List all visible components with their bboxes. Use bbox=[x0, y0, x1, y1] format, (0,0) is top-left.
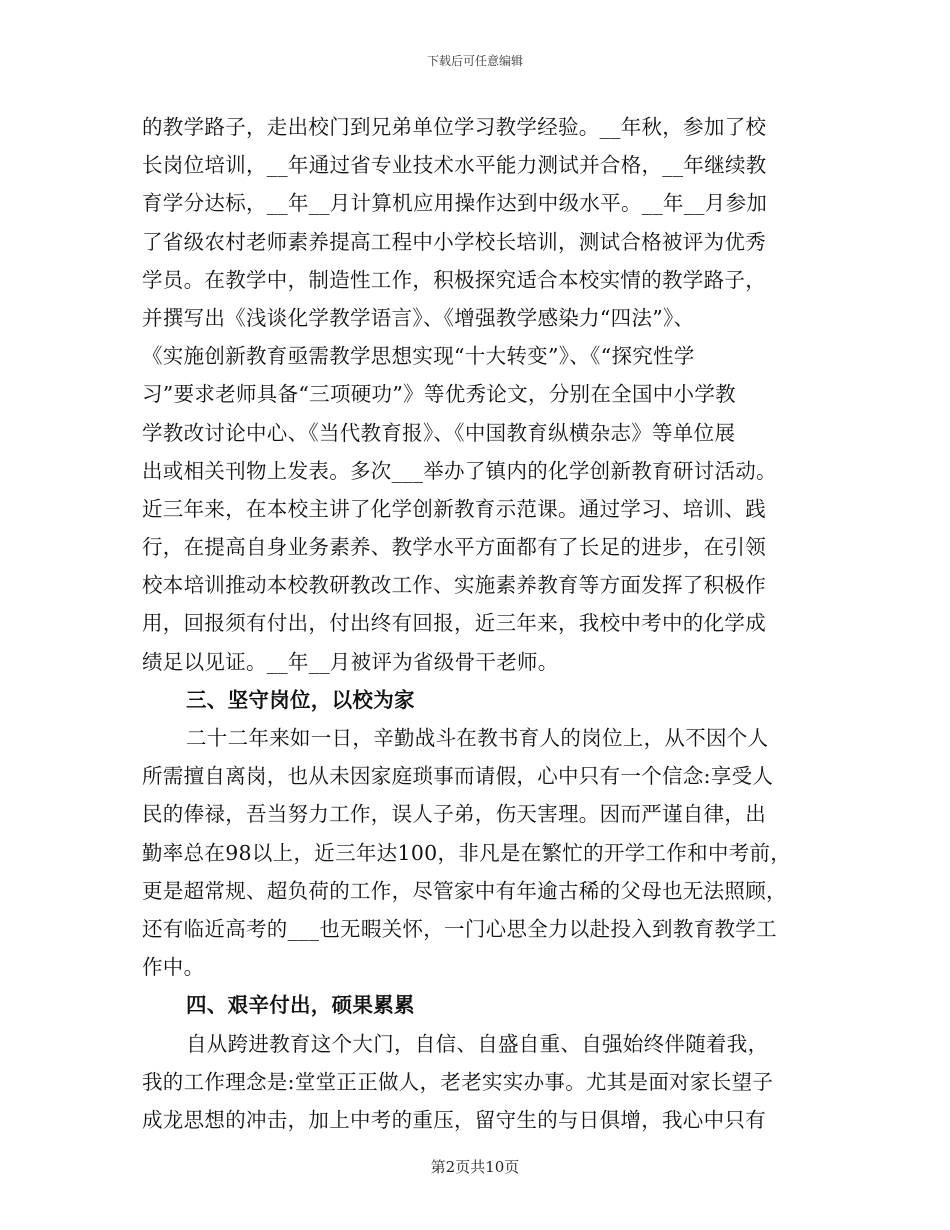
body-line: 还有临近高考的___也无暇关怀，一门心思全力以赴投入到教育教学工 bbox=[142, 916, 777, 941]
body-line: 二十二年来如一日，辛勤战斗在教书育人的岗位上，从不因个人 bbox=[186, 726, 769, 750]
body-line: 并撰写出《浅谈化学教学语言》、《增强教学感染力“四法”》、 bbox=[142, 305, 695, 330]
body-line: 自从跨进教育这个大门，自信、自盛自重、自强始终伴随着我， bbox=[186, 1031, 769, 1056]
body-line: 习”要求老师具备“三项硬功”》等优秀论文，分别在全国中小学教 bbox=[142, 382, 736, 407]
body-line: 近三年来，在本校主讲了化学创新教育示范课。通过学习、培训、践 bbox=[142, 496, 766, 521]
section-heading-3: 三、坚守岗位，以校为家 bbox=[186, 687, 415, 712]
body-line: 育学分达标，__年__月计算机应用操作达到中级水平。__年__月参加 bbox=[142, 191, 768, 216]
body-line: 《实施创新教育亟需教学思想实现“十大转变”》、《“探究性学 bbox=[142, 344, 695, 369]
body-line: 的教学路子，走出校门到兄弟单位学习教学经验。__年秋，参加了校 bbox=[142, 115, 767, 139]
body-line: 更是超常规、超负荷的工作，尽管家中有年逾古稀的父母也无法照顾， bbox=[142, 878, 787, 903]
page-header: 下载后可任意编辑 bbox=[426, 54, 523, 68]
body-line: 我的工作理念是:堂堂正正做人，老老实实办事。尤其是面对家长望子 bbox=[142, 1069, 774, 1094]
body-line: 长岗位培训，__年通过省专业技术水平能力测试并合格，__年继续教 bbox=[142, 153, 767, 178]
body-line: 作中。 bbox=[142, 955, 205, 980]
section-heading-4: 四、艰辛付出，硕果累累 bbox=[186, 993, 415, 1018]
body-line: 出或相关刊物上发表。多次___举办了镇内的化学创新教育研讨活动。 bbox=[142, 458, 777, 483]
body-line: 民的俸禄，吾当努力工作，误人子弟，伤天害理。因而严谨自律，出 bbox=[142, 802, 766, 827]
body-line: 了省级农村老师素养提高工程中小学校长培训，测试合格被评为优秀 bbox=[142, 229, 766, 254]
body-line: 校本培训推动本校教研教改工作、实施素养教育等方面发挥了积极作 bbox=[142, 573, 766, 598]
document-body bbox=[142, 108, 812, 1139]
body-line: 成龙思想的冲击，加上中考的重压，留守生的与日俱增，我心中只有 bbox=[142, 1107, 766, 1132]
body-line: 学员。在教学中，制造性工作，积极探究适合本校实情的教学路子， bbox=[142, 267, 766, 292]
body-line: 勤率总在98以上，近三年达100，非凡是在繁忙的开学工作和中考前， bbox=[142, 840, 792, 865]
body-line: 学教改讨论中心、《当代教育报》、《中国教育纵横杂志》等单位展 bbox=[142, 420, 736, 445]
body-line: 绩足以见证。__年__月被评为省级骨干老师。 bbox=[142, 649, 559, 674]
body-line: 所需擅自离岗，也从未因家庭琐事而请假，心中只有一个信念:享受人 bbox=[142, 764, 774, 789]
body-line: 行，在提高自身业务素养、教学水平方面都有了长足的进步，在引领 bbox=[142, 535, 766, 560]
body-line: 用，回报须有付出，付出终有回报，近三年来，我校中考中的化学成 bbox=[142, 611, 766, 636]
page-number: 第2页共10页 bbox=[430, 1158, 520, 1176]
